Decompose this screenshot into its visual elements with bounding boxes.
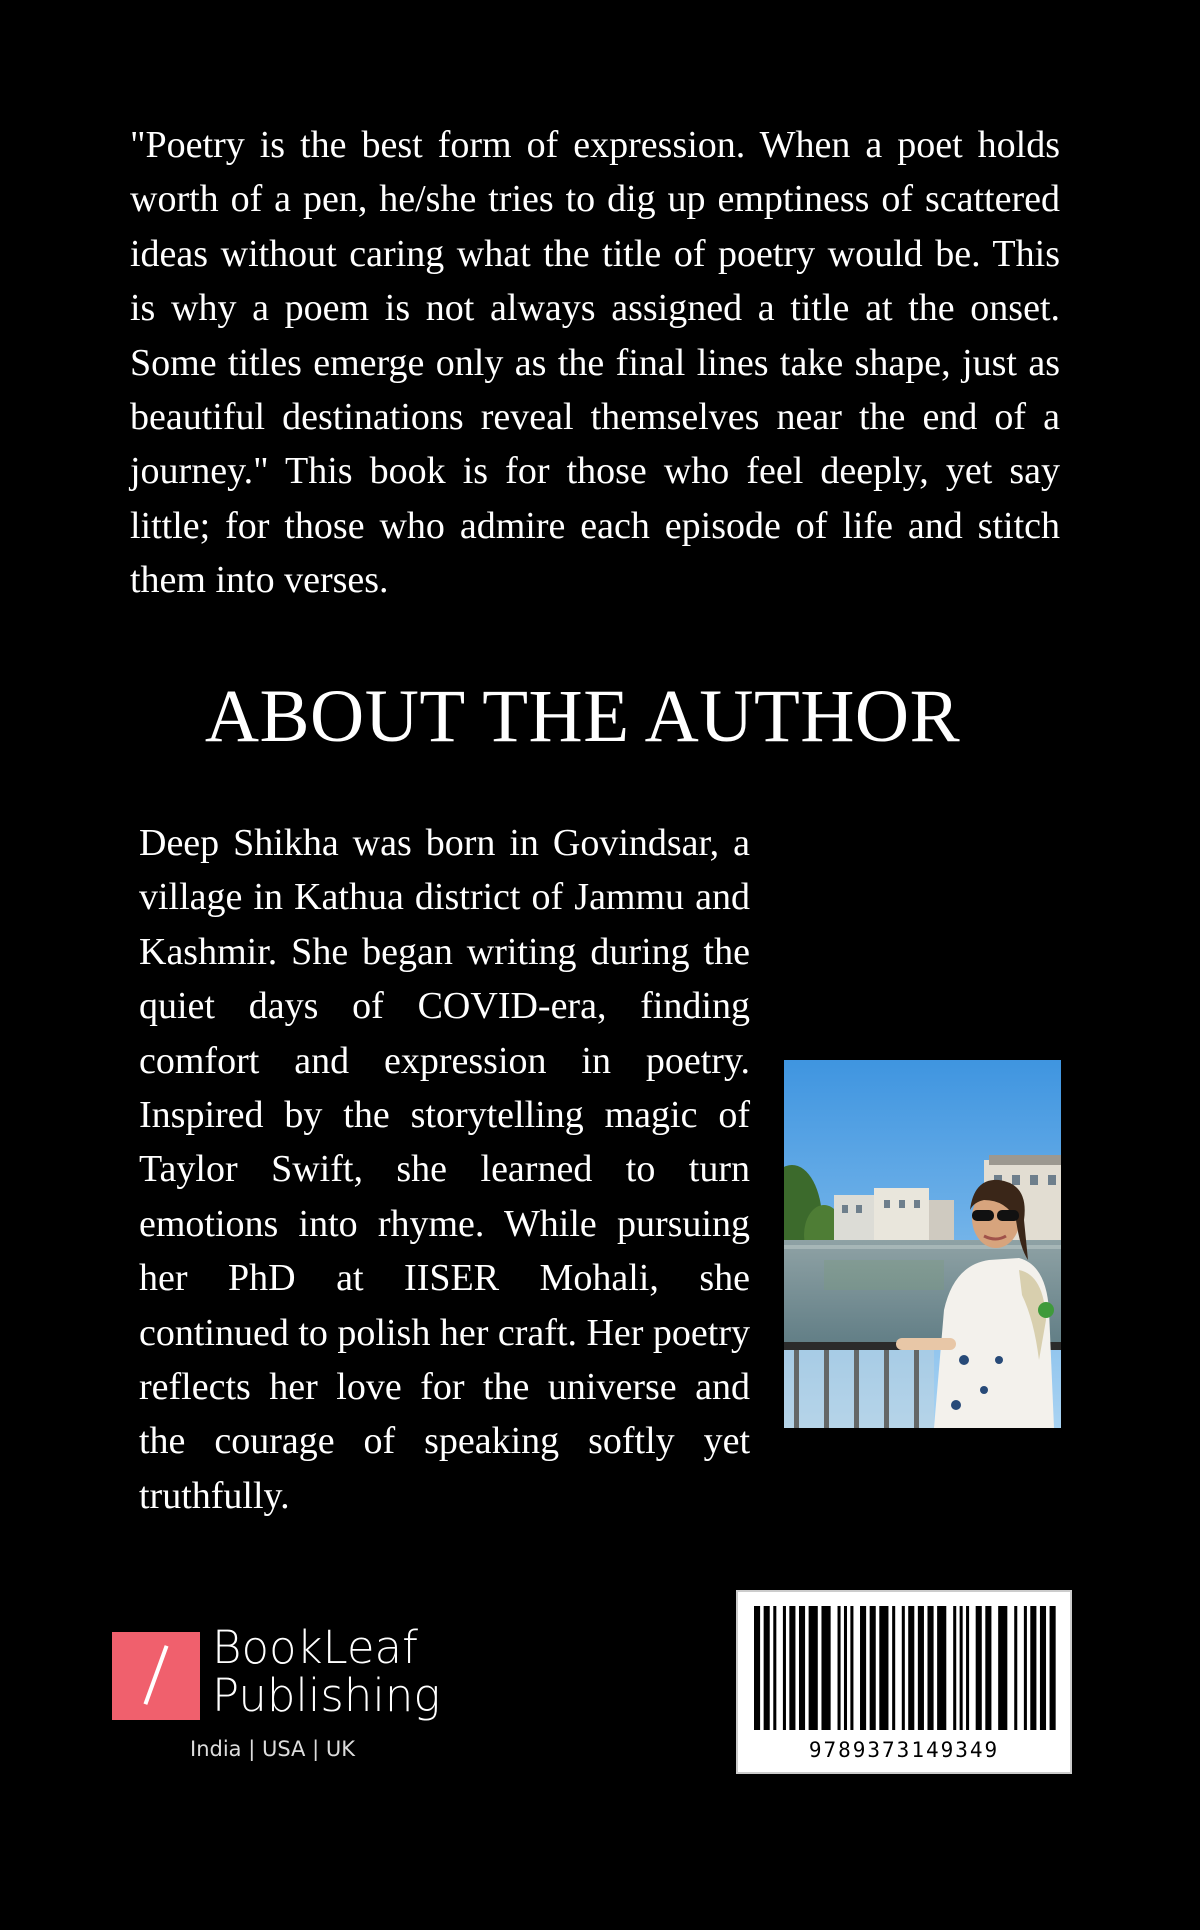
back-cover-blurb: "Poetry is the best form of expression. When a poet holds worth of a pen, he/she tries to dig up emptiness of scattered ideas without caring what the title of poetry would be. This is why a poem is not always assigned a title at the onset. Some titles emerge only as the final lines take shape, just as beautiful destinations reveal themselves near the end of a journey." This book is for those who feel deeply, yet say little; for those who admire each episode of life and stitch them into verses. <box>130 124 1060 602</box>
barcode-bar <box>860 1606 866 1730</box>
barcode-bar <box>844 1606 847 1730</box>
barcode-bar <box>998 1606 1007 1730</box>
barcode-bar <box>892 1606 895 1730</box>
barcode-bar <box>799 1606 805 1730</box>
barcode-bar <box>985 1606 991 1730</box>
barcode-bar <box>879 1606 888 1730</box>
barcode-bar <box>937 1606 946 1730</box>
author-bio: Deep Shikha was born in Govindsar, a village in Kathua district of Jammu and Kashmir. She began writing during the quiet days of COVID-era, finding comfort and expression in poetry. Inspired by the storytelling magic of Taylor Swift, she learned to turn emotions into rhyme. While pursuing her PhD at IISER Mohali, she continued to polish her craft. Her poetry reflects her love for the universe and the courage of speaking softly yet truthfully. <box>139 822 750 1517</box>
barcode-bar <box>966 1606 969 1730</box>
barcode-bar <box>918 1606 924 1730</box>
barcode-bar <box>953 1606 956 1730</box>
barcode-bar <box>764 1606 770 1730</box>
slash-logo-icon <box>112 1632 200 1720</box>
barcode-bar <box>850 1606 853 1730</box>
barcode-bar <box>908 1606 914 1730</box>
publisher-name-line1: BookLeaf <box>212 1621 418 1674</box>
barcode-bar <box>870 1606 876 1730</box>
barcode-bars <box>752 1606 1058 1730</box>
barcode-bar <box>927 1606 933 1730</box>
publisher-name-line2: Publishing <box>212 1669 441 1722</box>
publisher-regions: India | USA | UK <box>190 1737 355 1761</box>
barcode-bar <box>789 1606 795 1730</box>
barcode-bar <box>976 1606 982 1730</box>
isbn-number: 9789373149349 <box>808 1738 1000 1762</box>
barcode-bar <box>754 1606 760 1730</box>
barcode-bar <box>902 1606 905 1730</box>
barcode-bar <box>773 1606 776 1730</box>
barcode-bar <box>1030 1606 1036 1730</box>
barcode-bar <box>809 1606 818 1730</box>
barcode-bar <box>1024 1606 1027 1730</box>
barcode-bar <box>821 1606 830 1730</box>
barcode-bar <box>783 1606 786 1730</box>
isbn-barcode <box>736 1590 1072 1774</box>
about-author-heading: ABOUT THE AUTHOR <box>204 675 961 758</box>
barcode-bar <box>1014 1606 1017 1730</box>
publisher-logo <box>112 1621 452 1776</box>
barcode-bar <box>838 1606 841 1730</box>
barcode-bar <box>1050 1606 1056 1730</box>
author-photo <box>784 1060 1061 1428</box>
barcode-bar <box>1040 1606 1046 1730</box>
barcode-bar <box>960 1606 963 1730</box>
